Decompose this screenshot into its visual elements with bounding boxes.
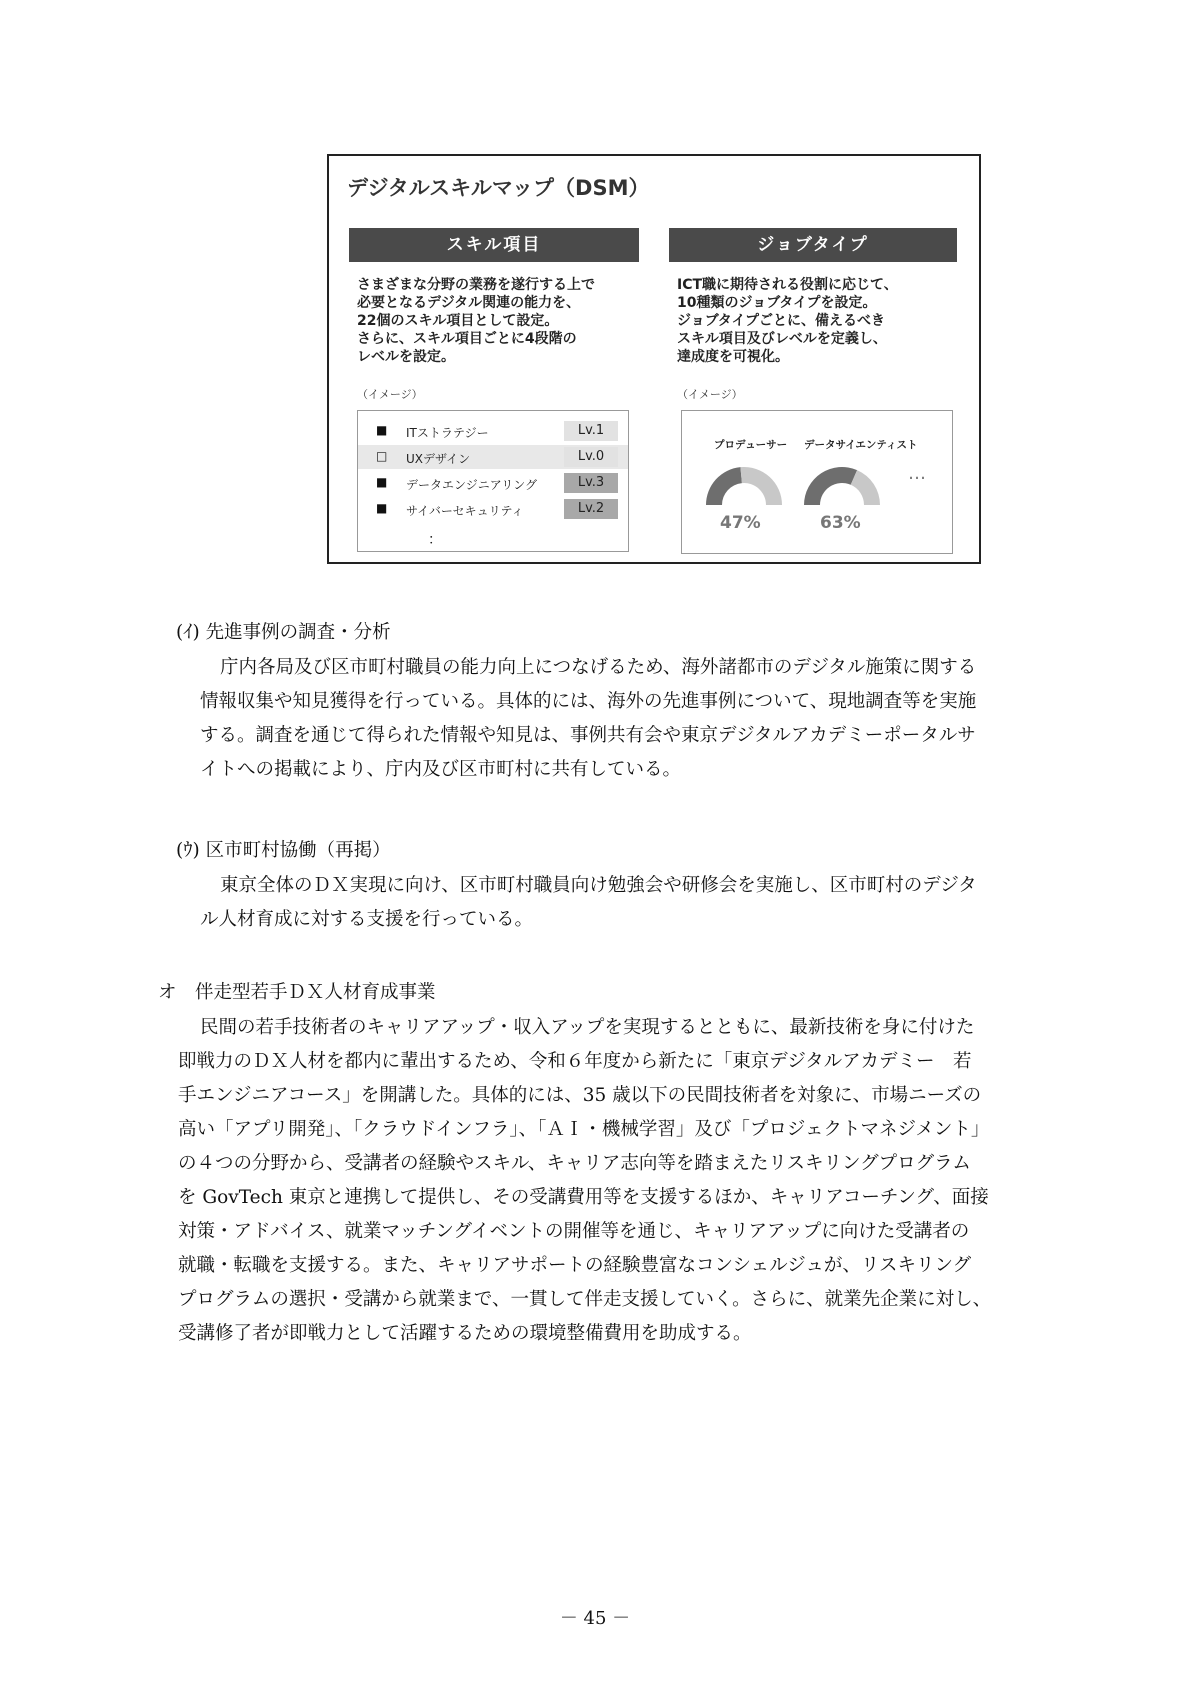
- skill-more-indicator: ：: [428, 532, 442, 548]
- paragraph-line: 受講修了者が即戦力として活躍するための環境整備費用を助成する。: [178, 1323, 752, 1344]
- skill-list-box: [357, 410, 629, 552]
- paragraph-line: 手エンジニアコース」を開講した。具体的には、35 歳以下の民間技術者を対象に、市場ニーズの: [178, 1085, 982, 1106]
- gauge-data-scientist: [802, 461, 882, 507]
- paragraph-line: イトへの掲載により、庁内及び区市町村に共有している。: [200, 759, 682, 780]
- section-heading-young-dx: オ 伴走型若手ＤＸ人材育成事業: [158, 982, 436, 1003]
- skill-level: Lv.1: [564, 421, 618, 441]
- paragraph-line: プログラムの選択・受講から就業まで、一貫して伴走支援していく。さらに、就業先企業に対し、: [178, 1289, 992, 1310]
- paragraph-line: 庁内各局及び区市町村職員の能力向上につなげるため、海外諸都市のデジタル施策に関する: [220, 657, 977, 678]
- paragraph-line: を GovTech 東京と連携して提供し、その受講費用等を支援するほか、キャリアコーチング、面接: [178, 1187, 989, 1208]
- job-name: データサイエンティスト: [804, 439, 918, 451]
- skills-image-note: （イメージ）: [357, 388, 423, 401]
- skill-bullet: ■: [376, 501, 388, 515]
- skill-name: UXデザイン: [406, 452, 471, 466]
- paragraph-line: 対策・アドバイス、就業マッチングイベントの開催等を通じ、キャリアアップに向けた受講者の: [178, 1221, 970, 1242]
- job-name: プロデューサー: [714, 439, 788, 451]
- job-type-box: [681, 410, 953, 554]
- gauge-remaining-arc: [740, 467, 782, 505]
- skill-level: Lv.3: [564, 473, 618, 493]
- paragraph-line: 就職・転職を支援する。また、キャリアサポートの経験豊富なコンシェルジュが、リスキリング: [178, 1255, 972, 1276]
- dsm-figure: [327, 154, 981, 564]
- figure-title: デジタルスキルマップ（DSM）: [347, 176, 650, 200]
- jobs-column: [669, 228, 957, 366]
- gauge-filled-arc: [804, 467, 857, 505]
- jobs-image-note: （イメージ）: [677, 388, 743, 401]
- job-percent: 47%: [720, 513, 761, 533]
- paragraph-line: 即戦力のＤＸ人材を都内に輩出するため、令和６年度から新たに「東京デジタルアカデミー 若: [178, 1051, 972, 1072]
- paragraph-line: 高い「アプリ開発」、「クラウドインフラ」、「ＡＩ・機械学習」及び「プロジェクトマネジメント」: [178, 1119, 990, 1140]
- jobs-description: ICT職に期待される役割に応じて、 10種類のジョブタイプを設定。 ジョブタイプごとに、備えるべき スキル項目及びレベルを定義し、 達成度を可視化。: [677, 277, 898, 365]
- skill-bullet: ■: [376, 475, 388, 489]
- page-number: － 45 －: [559, 1608, 631, 1629]
- skill-row: [358, 471, 628, 495]
- skill-level: Lv.0: [564, 447, 618, 467]
- jobs-header: ジョブタイプ: [669, 228, 957, 262]
- skill-row: [358, 445, 628, 469]
- gauge-remaining-arc: [851, 470, 880, 505]
- skill-bullet: □: [376, 449, 388, 463]
- skill-name: ITストラテジー: [406, 426, 489, 440]
- paragraph-line: ル人材育成に対する支援を行っている。: [200, 909, 534, 930]
- gauge-producer: [704, 461, 784, 507]
- paragraph-line: の４つの分野から、受講者の経験やスキル、キャリア志向等を踏まえたリスキリングプログラム: [178, 1153, 971, 1174]
- skill-name: サイバーセキュリティ: [406, 504, 524, 518]
- paragraph-line: する。調査を通じて得られた情報や知見は、事例共有会や東京デジタルアカデミーポータルサ: [200, 725, 976, 746]
- paragraph-line: 民間の若手技術者のキャリアアップ・収入アップを実現するとともに、最新技術を身に付けた: [200, 1017, 975, 1038]
- skill-name: データエンジニアリング: [406, 478, 537, 492]
- paragraph-line: 東京全体のＤＸ実現に向け、区市町村職員向け勉強会や研修会を実施し、区市町村のデジタ: [220, 875, 977, 896]
- skill-row: [358, 419, 628, 443]
- job-more-indicator: …: [908, 463, 927, 484]
- skills-description: さまざまな分野の業務を遂行する上で 必要となるデジタル関連の能力を、 22個のスキル項目として設定。 さらに、スキル項目ごとに4段階の レベルを設定。: [357, 277, 595, 365]
- skills-header: スキル項目: [349, 228, 639, 262]
- paragraph-line: 情報収集や知見獲得を行っている。具体的には、海外の先進事例について、現地調査等を実施: [200, 691, 977, 712]
- section-heading-municipal: (ｳ) 区市町村協働（再掲）: [176, 840, 391, 861]
- skills-column: [349, 228, 639, 366]
- job-percent: 63%: [820, 513, 861, 533]
- skill-level: Lv.2: [564, 499, 618, 519]
- gauge-filled-arc: [706, 467, 742, 505]
- section-heading-advanced-cases: (ｲ) 先進事例の調査・分析: [176, 622, 391, 643]
- skill-bullet: ■: [376, 423, 388, 437]
- skill-row: [358, 497, 628, 521]
